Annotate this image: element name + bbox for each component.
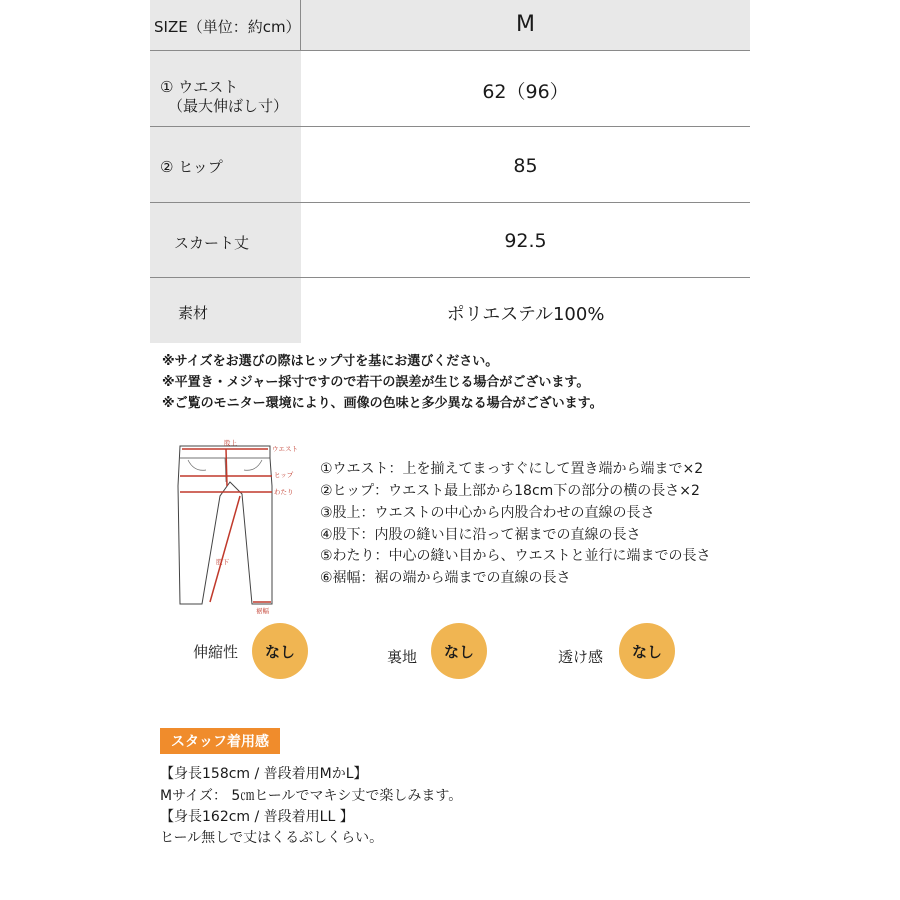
- size-row-material: [150, 278, 750, 343]
- row-label: スカート丈: [174, 234, 250, 252]
- measurement-line: ⑥裾幅：裾の端から端までの直線の長さ: [320, 570, 571, 586]
- attribute-badge-sheer: なし: [619, 623, 675, 679]
- label-rise: 股上: [224, 439, 237, 447]
- header-label: SIZE（単位：約cm）: [154, 18, 301, 36]
- attribute-label-sheer: 透け感: [558, 648, 604, 666]
- pants-measurement-diagram: [160, 436, 310, 616]
- row-value-cell: [301, 203, 750, 277]
- rise-line: [226, 449, 227, 486]
- staff-line: ヒール無しで丈はくるぶしくらい。: [160, 830, 384, 846]
- staff-line: 【身長158cm / 普段着用MかL】: [160, 766, 368, 782]
- pants-diagram-svg: [160, 436, 310, 616]
- measurement-line: ④股下：内股の縫い目に沿って裾までの直線の長さ: [320, 527, 641, 543]
- size-table-header: [150, 0, 750, 50]
- row-label-sub: （最大伸ばし寸）: [168, 97, 289, 115]
- measurement-line: ①ウエスト：上を揃えてまっすぐにして置き端から端まで×2: [320, 461, 704, 477]
- row-value: 85: [513, 155, 538, 177]
- row-value-cell: [301, 51, 750, 126]
- row-value: 62（96）: [482, 81, 569, 103]
- label-thigh: わたり: [274, 488, 294, 496]
- row-label-cell: [150, 278, 301, 343]
- row-value: ポリエステル100%: [446, 304, 605, 325]
- row-label: 素材: [178, 304, 209, 322]
- staff-line: 【身長162cm / 普段着用LL 】: [160, 809, 354, 825]
- attribute-badge-lining: なし: [431, 623, 487, 679]
- measurement-line: ⑤わたり：中心の縫い目から、ウエストと並行に端までの長さ: [320, 548, 711, 564]
- note-line: ※サイズをお選びの際はヒップ寸を基にお選びください。: [162, 354, 499, 369]
- label-inseam: 股下: [216, 558, 229, 566]
- row-label: ① ウエスト: [160, 78, 239, 96]
- size-table: [150, 0, 750, 343]
- attribute-label-lining: 裏地: [387, 648, 418, 666]
- attribute-label-stretch: 伸縮性: [193, 643, 239, 661]
- size-row-skirt-length: [150, 203, 750, 277]
- row-value: 92.5: [504, 230, 547, 252]
- attribute-badge-stretch: なし: [252, 623, 308, 679]
- measurement-line: ②ヒップ：ウエスト最上部から18cm下の部分の横の長さ×2: [320, 483, 700, 499]
- row-label-cell: [150, 203, 301, 277]
- row-label-cell: [150, 51, 301, 126]
- row-value-cell: [301, 127, 750, 202]
- label-hip: ヒップ: [274, 471, 294, 479]
- note-line: ※ご覧のモニター環境により、画像の色味と多少異なる場合がございます。: [162, 396, 603, 411]
- staff-line: Mサイズ： 5㎝ヒールでマキシ丈で楽しみます。: [160, 788, 463, 804]
- row-label: ② ヒップ: [160, 158, 223, 176]
- label-waist: ウエスト: [272, 445, 298, 453]
- staff-impressions-title: スタッフ着用感: [160, 728, 280, 754]
- header-size-value: M: [516, 12, 535, 37]
- measurement-line: ③股上：ウエストの中心から内股合わせの直線の長さ: [320, 505, 655, 521]
- size-row-waist: [150, 51, 750, 126]
- pants-outline: [178, 446, 272, 604]
- size-row-hip: [150, 127, 750, 202]
- label-hem: 裾幅: [256, 607, 269, 615]
- row-label-cell: [150, 127, 301, 202]
- row-value-cell: [301, 278, 750, 343]
- note-line: ※平置き・メジャー採寸ですので若干の誤差が生じる場合がございます。: [162, 375, 590, 390]
